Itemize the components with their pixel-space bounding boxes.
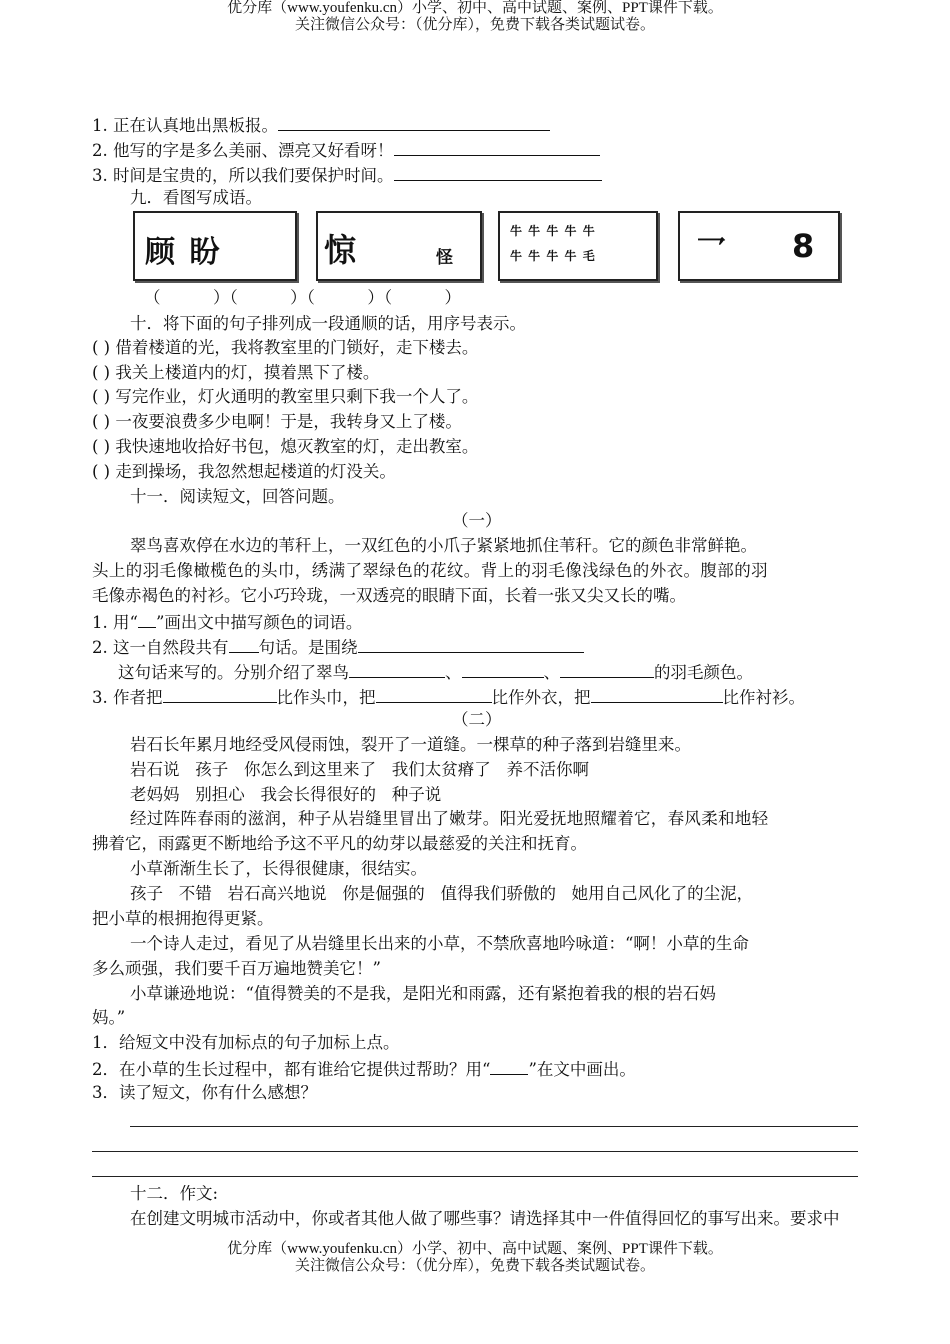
part1-question-2-cont: 这句话来写的。分别介绍了翠鸟 、 、 的羽毛颜色。: [118, 660, 753, 684]
passage2-line: 小草渐渐生长了，长得很健康，很结实。: [130, 859, 427, 878]
q10-item: ( ) 走到操场，我忽然想起楼道的灯没关。: [92, 462, 396, 481]
part2-question-2: 2．在小草的生长过程中，都有谁给它提供过帮助？用“ ”在文中画出。: [92, 1057, 636, 1081]
answer-line[interactable]: [591, 685, 723, 703]
q9-title: 九．看图写成语。: [130, 188, 262, 207]
rewrite-item-3: 3. 时间是宝贵的，所以我们要保护时间。: [92, 163, 602, 187]
part2-question-3: 3．读了短文，你有什么感想？: [92, 1083, 317, 1102]
idiom-picture-4: 乛 8: [678, 211, 840, 281]
q12-title: 十二．作文:: [130, 1184, 219, 1203]
passage2-line: 多么顽强，我们要千百万遍地赞美它！”: [92, 959, 381, 978]
header-line-2: 关注微信公众号：（优分库），免费下载各类试题试卷。: [294, 17, 655, 33]
q11-title: 十一．阅读短文，回答问题。: [130, 487, 345, 506]
q10-item: ( ) 写完作业，灯火通明的教室里只剩下我一个人了。: [92, 387, 479, 406]
part1-question-1: 1. 用“ ”画出文中描写颜色的词语。: [92, 610, 362, 634]
passage2-line: 小草谦逊地说：“值得赞美的不是我，是阳光和雨露，还有紧抱着我的根的岩石妈: [130, 984, 716, 1003]
part1-heading: （一）: [452, 511, 502, 530]
page-footer: [0, 1241, 950, 1275]
part1-question-2: 2. 这一自然段共有 句话。是围绕: [92, 635, 584, 659]
answer-line[interactable]: [462, 660, 544, 678]
rewrite-item-1: 1. 正在认真地出黑板报。: [92, 113, 550, 137]
header-line-1: 优分库（www.youfenku.cn）小学、初中、高中试题、案例、PPT课件下载。: [227, 0, 723, 16]
q12-text: 在创建文明城市活动中，你或者其他人做了哪些事？请选择其中一件值得回忆的事写出来。要求中: [130, 1209, 840, 1228]
answer-line[interactable]: [92, 1151, 858, 1152]
answer-line[interactable]: [394, 163, 602, 181]
answer-line[interactable]: [358, 635, 584, 653]
answer-line[interactable]: [394, 138, 600, 156]
q9-answer-slots[interactable]: （ ）（ ）（ ）（ ）: [144, 288, 462, 307]
passage2-line: 老妈妈 别担心 我会长得很好的 种子说: [130, 785, 442, 804]
answer-line[interactable]: [376, 685, 492, 703]
passage1-line: 头上的羽毛像橄榄色的头巾，绣满了翠绿色的花纹。背上的羽毛像浅绿色的外衣。腹部的羽: [92, 561, 768, 580]
rewrite-item-2: 2. 他写的字是多么美丽、漂亮又好看呀！: [92, 138, 600, 162]
passage2-line: 岩石长年累月地经受风侵雨蚀，裂开了一道缝。一棵草的种子落到岩缝里来。: [130, 735, 691, 754]
answer-line[interactable]: [560, 660, 654, 678]
idiom-picture-1: 顾 盼: [133, 211, 297, 281]
page-header: [0, 0, 950, 34]
q10-item: ( ) 一夜要浪费多少电啊！于是，我转身又上了楼。: [92, 412, 462, 431]
answer-line[interactable]: [92, 1176, 858, 1177]
passage1-line: 毛像赤褐色的衬衫。它小巧玲珑，一双透亮的眼睛下面，长着一张又尖又长的嘴。: [92, 586, 686, 605]
passage2-line: 孩子 不错 岩石高兴地说 你是倔强的 值得我们骄傲的 她用自己风化了的尘泥，: [130, 884, 754, 903]
idiom-picture-2: 惊 怪: [316, 211, 482, 281]
answer-line[interactable]: [130, 1126, 858, 1127]
answer-line[interactable]: [229, 635, 259, 653]
passage1-line: 翠鸟喜欢停在水边的苇秆上，一双红色的小爪子紧紧地抓住苇秆。它的颜色非常鲜艳。: [130, 536, 757, 555]
passage2-line: 一个诗人走过，看见了从岩缝里长出来的小草，不禁欣喜地吟咏道：“啊！小草的生命: [130, 934, 749, 953]
passage2-line: 岩石说 孩子 你怎么到这里来了 我们太贫瘠了 养不活你啊: [130, 760, 589, 779]
part2-question-1: 1．给短文中没有加标点的句子加标上点。: [92, 1033, 400, 1052]
passage2-line: 经过阵阵春雨的滋润，种子从岩缝里冒出了嫩芽。阳光爱抚地照耀着它，春风柔和地轻: [130, 809, 769, 828]
part2-heading: （二）: [452, 710, 502, 729]
answer-line[interactable]: [278, 113, 550, 131]
q10-title: 十．将下面的句子排列成一段通顺的话，用序号表示。: [130, 314, 526, 333]
passage2-line: 拂着它，雨露更不断地给予这不平凡的幼芽以最慈爱的关注和抚育。: [92, 834, 587, 853]
passage2-line: 把小草的根拥抱得更紧。: [92, 909, 274, 928]
footer-line-1: 优分库（www.youfenku.cn）小学、初中、高中试题、案例、PPT课件下载。: [227, 1241, 723, 1257]
part1-question-3: 3. 作者把 比作头巾，把 比作外衣，把 比作衬衫。: [92, 685, 805, 709]
passage2-line: 妈。”: [92, 1008, 126, 1027]
q10-item: ( ) 我快速地收拾好书包，熄灭教室的灯，走出教室。: [92, 437, 479, 456]
answer-line[interactable]: [349, 660, 445, 678]
q10-item: ( ) 借着楼道的光，我将教室里的门锁好，走下楼去。: [92, 338, 479, 357]
answer-line[interactable]: [163, 685, 277, 703]
q10-item: ( ) 我关上楼道内的灯，摸着黑下了楼。: [92, 363, 380, 382]
footer-line-2: 关注微信公众号：（优分库），免费下载各类试题试卷。: [294, 1258, 655, 1274]
idiom-picture-3: 牛 牛 牛 牛 牛 牛 牛 牛 牛 毛: [498, 211, 658, 281]
